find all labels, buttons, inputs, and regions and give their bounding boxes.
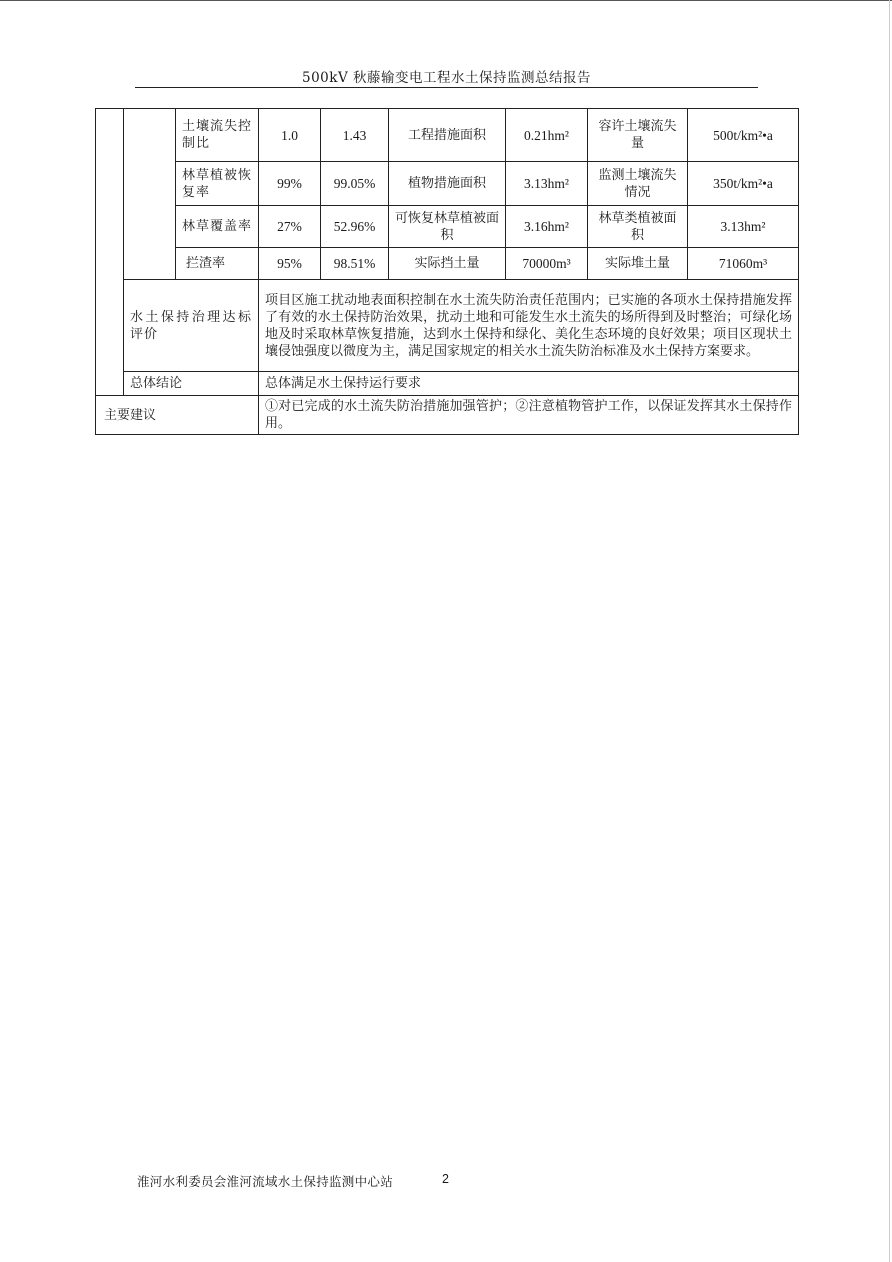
indicator-row [96, 109, 799, 162]
measure-value: 500t/km²•a [688, 109, 799, 162]
measure-value: 3.16hm² [506, 206, 588, 248]
inner-blank-cell [124, 109, 176, 280]
measure-label: 容许土壤流失量 [588, 109, 688, 162]
measure-label: 植物措施面积 [389, 162, 506, 206]
indicator-name: 拦渣率 [176, 248, 259, 280]
measure-value: 350t/km²•a [688, 162, 799, 206]
conclusion-row [96, 372, 799, 396]
conclusion-text: 总体满足水土保持运行要求 [259, 372, 799, 396]
indicator-name: 林草覆盖率 [176, 206, 259, 248]
header-rule [135, 87, 758, 88]
indicator-name: 林草植被恢复率 [176, 162, 259, 206]
measure-label: 实际堆土量 [588, 248, 688, 280]
measure-value: 3.13hm² [506, 162, 588, 206]
indicator-actual: 52.96% [321, 206, 389, 248]
indicator-name: 土壤流失控制比 [176, 109, 259, 162]
suggestion-text: ①对已完成的水土流失防治措施加强管护；②注意植物管护工作，以保证发挥其水土保持作用。 [259, 396, 799, 435]
measure-value: 3.13hm² [688, 206, 799, 248]
suggestion-row [96, 396, 799, 435]
suggestion-label: 主要建议 [96, 396, 259, 435]
evaluation-row [96, 280, 799, 372]
indicator-target: 27% [259, 206, 321, 248]
measure-label: 林草类植被面积 [588, 206, 688, 248]
page-top-border [0, 0, 892, 1]
measure-label: 工程措施面积 [389, 109, 506, 162]
report-header-title: 500kV 秋藤输变电工程水土保持监测总结报告 [302, 70, 591, 86]
measure-value: 70000m³ [506, 248, 588, 280]
page-right-border [889, 0, 890, 1262]
measure-value: 71060m³ [688, 248, 799, 280]
monitoring-summary-table [95, 108, 799, 435]
indicator-target: 99% [259, 162, 321, 206]
measure-value: 0.21hm² [506, 109, 588, 162]
evaluation-label: 水土保持治理达标评价 [124, 280, 259, 372]
indicator-target: 95% [259, 248, 321, 280]
measure-label: 可恢复林草植被面积 [389, 206, 506, 248]
indicator-target: 1.0 [259, 109, 321, 162]
evaluation-text: 项目区施工扰动地表面积控制在水土流失防治责任范围内；已实施的各项水土保持措施发挥了有效的水土保持防治效果，扰动土地和可能发生水土流失的场所得到及时整治；可绿化场地及时采取林草恢复措施，达到水土保持和绿化、美化生态环境的良好效果；项目区现状土壤侵蚀强度以微度为主，满足国家规定的相关水土流失防治标准及水土保持方案要求。 [259, 280, 799, 372]
indicator-actual: 98.51% [321, 248, 389, 280]
indicator-row [96, 162, 799, 206]
footer-organization: 淮河水利委员会淮河流域水土保持监测中心站 [137, 1174, 394, 1189]
indicator-actual: 99.05% [321, 162, 389, 206]
conclusion-label: 总体结论 [124, 372, 259, 396]
outer-blank-cell [96, 109, 124, 396]
indicator-row [96, 248, 799, 280]
indicator-actual: 1.43 [321, 109, 389, 162]
page-number: 2 [442, 1172, 449, 1186]
measure-label: 监测土壤流失情况 [588, 162, 688, 206]
indicator-row [96, 206, 799, 248]
measure-label: 实际挡土量 [389, 248, 506, 280]
